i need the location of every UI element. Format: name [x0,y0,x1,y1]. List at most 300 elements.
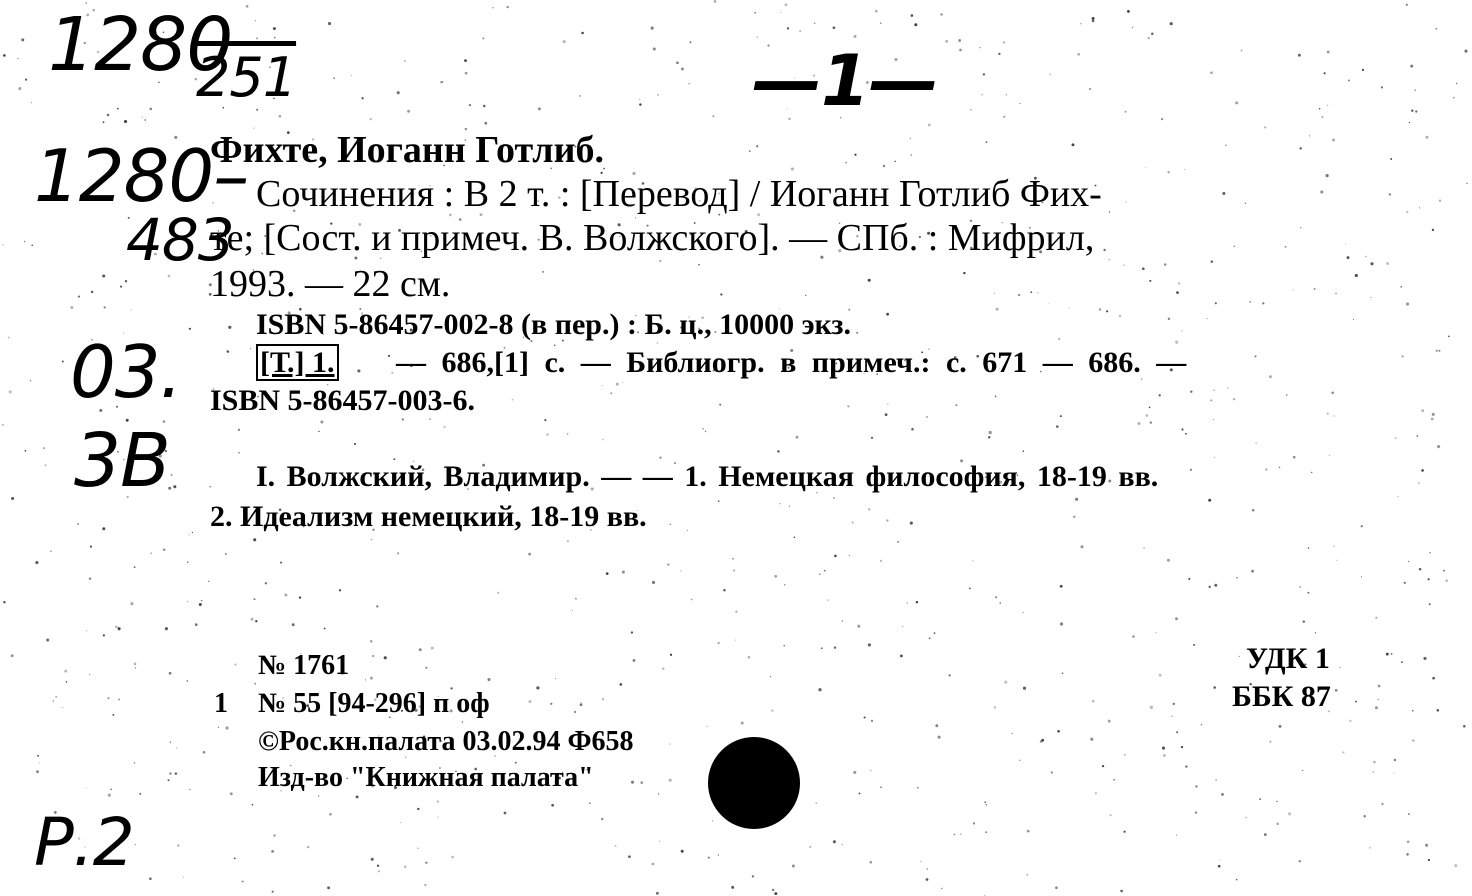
speckle-dot [1176,731,1178,733]
handwritten-code-1: 03. [70,330,182,414]
speckle-dot [165,627,168,630]
speckle-dot [86,630,87,631]
speckle-dot [1456,83,1457,84]
speckle-dot [1023,450,1025,452]
speckle-dot [907,602,908,603]
speckle-dot [46,638,49,641]
speckle-dot [681,67,684,70]
speckle-dot [1445,579,1447,581]
speckle-dot [949,674,951,676]
speckle-dot [1159,394,1161,396]
speckle-dot [256,37,258,39]
speckle-dot [1298,54,1301,57]
speckle-dot [370,677,373,680]
speckle-dot [1412,710,1414,712]
speckle-dot [487,678,490,681]
speckle-dot [853,771,856,774]
speckle-dot [1103,249,1105,251]
speckle-dot [1225,145,1226,146]
speckle-dot [681,850,684,853]
speckle-dot [669,744,670,745]
speckle-dot [187,680,189,682]
speckle-dot [958,39,961,42]
speckle-dot [819,573,820,574]
speckle-dot [868,508,870,510]
speckle-dot [482,37,484,39]
speckle-dot [31,244,33,246]
speckle-dot [653,47,656,50]
speckle-dot [39,762,40,763]
speckle-dot [1210,71,1213,74]
speckle-dot [1092,17,1095,20]
speckle-dot [871,437,873,439]
speckle-dot [794,536,796,538]
speckle-dot [536,686,539,689]
speckle-dot [870,770,872,772]
speckle-dot [754,12,756,14]
speckle-dot [883,165,885,167]
speckle-dot [168,275,171,278]
speckle-dot [894,161,896,163]
speckle-dot [954,834,955,835]
speckle-dot [1264,833,1267,836]
speckle-dot [1146,414,1149,417]
speckle-dot [1109,211,1110,212]
speckle-dot [720,293,722,295]
speckle-dot [984,801,986,803]
speckle-dot [1389,193,1391,195]
speckle-dot [1215,302,1217,304]
speckle-dot [130,602,133,605]
speckle-dot [886,313,889,316]
speckle-dot [462,721,463,722]
speckle-dot [1222,192,1225,195]
speckle-dot [1006,94,1007,95]
speckle-dot [1373,771,1375,773]
speckle-dot [821,647,823,649]
speckle-dot [1132,635,1135,638]
footer-copies: 1 [214,688,228,719]
speckle-dot [1022,612,1024,614]
speckle-dot [465,72,468,75]
speckle-dot [928,124,931,127]
speckle-dot [868,279,871,282]
speckle-dot [279,115,282,118]
speckle-dot [1168,318,1170,320]
speckle-dot [1208,586,1210,588]
speckle-dot [1439,199,1441,201]
speckle-dot [1270,741,1272,743]
speckle-dot [225,553,227,555]
speckle-dot [271,850,274,853]
speckle-dot [1023,687,1026,690]
speckle-dot [333,77,335,79]
speckle-dot [134,566,136,568]
footer-number-2: № 55 [94-296] п оф [258,688,490,719]
speckle-dot [124,120,127,123]
speckle-dot [464,59,467,62]
speckle-dot [1018,294,1020,296]
speckle-dot [135,667,136,668]
entry-volume-line: — 686,[1] с. — Библиогр. в примеч.: с. 671 — 686. — [396,346,1187,379]
speckle-dot [86,787,87,788]
speckle-dot [1041,739,1044,742]
speckle-dot [250,348,251,349]
speckle-dot [897,541,899,543]
entry-subjects-line-2: 2. Идеализм немецкий, 18-19 вв. [210,500,647,533]
speckle-dot [1181,746,1183,748]
speckle-dot [792,865,795,868]
speckle-dot [567,540,569,542]
speckle-dot [1236,577,1238,579]
speckle-dot [845,162,847,164]
speckle-dot [555,678,556,679]
speckle-dot [670,524,672,526]
speckle-dot [228,326,231,329]
speckle-dot [397,91,400,94]
speckle-dot [1125,111,1127,113]
speckle-dot [91,291,93,293]
speckle-dot [880,560,882,562]
speckle-dot [1347,256,1350,259]
speckle-dot [1421,469,1424,472]
speckle-dot [900,654,903,657]
speckle-dot [1335,293,1337,295]
handwritten-code-2: 3В [74,418,170,504]
speckle-dot [469,104,471,106]
speckle-dot [429,418,430,419]
speckle-dot [443,426,445,428]
speckle-dot [667,563,669,565]
speckle-dot [1300,227,1302,229]
speckle-dot [1464,50,1467,53]
speckle-dot [1406,302,1409,305]
speckle-dot [372,655,374,657]
speckle-dot [1327,105,1328,106]
speckle-dot [1286,394,1287,395]
speckle-dot [1161,118,1163,120]
speckle-dot [357,369,360,372]
speckle-dot [142,117,143,118]
speckle-dot [1142,267,1145,270]
speckle-dot [1406,853,1408,855]
speckle-dot [1126,201,1127,202]
speckle-dot [1331,391,1334,394]
speckle-dot [610,392,612,394]
speckle-dot [1370,262,1373,265]
speckle-dot [631,631,633,633]
speckle-dot [18,87,21,90]
speckle-dot [43,447,45,449]
speckle-dot [1106,310,1108,312]
speckle-dot [1336,560,1337,561]
speckle-dot [824,570,826,572]
speckle-dot [149,877,152,880]
speckle-dot [1181,428,1183,430]
speckle-dot [115,626,117,628]
speckle-dot [926,416,928,418]
speckle-dot [996,308,999,311]
speckle-dot [945,40,948,43]
speckle-dot [706,726,707,727]
speckle-dot [1089,88,1091,90]
speckle-dot [731,886,734,889]
speckle-dot [1109,814,1111,816]
speckle-dot [1386,653,1389,656]
speckle-dot [849,555,850,556]
speckle-dot [910,522,913,525]
speckle-dot [747,656,750,659]
speckle-dot [914,23,917,26]
speckle-dot [741,721,744,724]
speckle-dot [1421,409,1424,412]
speckle-dot [1221,793,1224,796]
speckle-dot [1057,730,1060,733]
speckle-dot [1207,318,1208,319]
speckle-dot [273,834,275,836]
speckle-dot [437,817,438,818]
speckle-dot [1378,685,1381,688]
speckle-dot [318,795,319,796]
speckle-dot [1048,303,1049,304]
speckle-dot [371,539,372,540]
speckle-dot [1411,109,1413,111]
speckle-dot [1245,203,1246,204]
speckle-dot [1324,72,1326,74]
speckle-dot [1390,158,1392,160]
speckle-dot [1060,622,1063,625]
speckle-dot [749,150,750,151]
speckle-dot [757,37,758,38]
speckle-dot [567,433,568,434]
speckle-dot [168,779,170,781]
speckle-dot [1080,23,1082,25]
speckle-dot [144,119,146,121]
speckle-dot [1279,725,1282,728]
speckle-dot [988,436,990,438]
speckle-dot [125,280,127,282]
speckle-dot [774,892,777,895]
speckle-dot [504,812,507,815]
speckle-dot [361,97,363,99]
speckle-dot [615,845,617,847]
speckle-dot [652,863,655,866]
speckle-dot [784,3,787,6]
speckle-dot [712,115,714,117]
speckle-dot [1425,136,1428,139]
speckle-dot [370,640,373,643]
speckle-dot [139,793,141,795]
speckle-dot [969,587,971,589]
speckle-dot [103,634,105,636]
speckle-dot [1090,738,1093,741]
speckle-dot [189,789,190,790]
speckle-dot [1394,772,1395,773]
speckle-dot [169,672,172,675]
speckle-dot [103,121,105,123]
speckle-dot [400,822,401,823]
speckle-dot [1150,421,1152,423]
speckle-dot [1454,864,1457,867]
speckle-dot [118,699,120,701]
speckle-dot [3,54,6,57]
speckle-dot [102,274,105,277]
speckle-dot [639,99,640,100]
speckle-dot [1415,110,1417,112]
speckle-dot [854,154,856,156]
speckle-dot [397,552,399,554]
speckle-dot [2,424,4,426]
speckle-dot [833,840,836,843]
speckle-dot [328,22,331,25]
speckle-dot [1027,874,1028,875]
speckle-dot [1314,288,1316,290]
speckle-dot [1075,498,1078,501]
speckle-dot [1092,20,1094,22]
speckle-dot [687,530,688,531]
speckle-dot [1190,391,1192,393]
speckle-dot [365,679,366,680]
speckle-dot [1149,280,1151,282]
speckle-dot [195,623,198,626]
speckle-dot [698,264,700,266]
speckle-dot [1027,830,1030,833]
speckle-dot [483,105,485,107]
speckle-dot [1349,720,1351,722]
speckle-dot [1453,97,1454,98]
speckle-dot [864,716,866,718]
speckle-dot [377,865,379,867]
speckle-dot [274,37,276,39]
entry-subjects-line-1: I. Волжский, Владимир. — — 1. Немецкая философия, 18-19 вв. [256,460,1159,493]
speckle-dot [339,589,341,591]
speckle-dot [1195,785,1197,787]
speckle-dot [1288,812,1291,815]
speckle-dot [512,399,514,401]
speckle-dot [787,27,789,29]
speckle-dot [307,846,309,848]
speckle-dot [1227,387,1228,388]
speckle-dot [9,390,12,393]
speckle-dot [30,380,32,382]
speckle-dot [528,700,531,703]
speckle-dot [869,861,872,864]
speckle-dot [1437,709,1440,712]
speckle-dot [777,450,780,453]
speckle-dot [926,878,929,881]
speckle-dot [1219,859,1220,860]
handwritten-page-marker: —1— [752,40,938,122]
speckle-dot [579,95,581,97]
speckle-dot [1308,547,1309,548]
speckle-dot [1163,754,1165,756]
speckle-dot [1252,509,1255,512]
speckle-dot [815,802,817,804]
speckle-dot [117,108,119,110]
speckle-dot [818,688,821,691]
speckle-dot [1000,602,1001,603]
speckle-dot [1300,147,1302,149]
speckle-dot [691,599,693,601]
speckle-dot [1342,751,1344,753]
speckle-dot [688,83,689,84]
speckle-dot [1051,771,1053,773]
speckle-dot [723,589,725,591]
speckle-dot [1269,375,1272,378]
speckle-dot [1145,167,1146,168]
speckle-dot [994,293,995,294]
speckle-dot [431,647,434,650]
speckle-dot [388,355,390,357]
speckle-dot [886,519,888,521]
speckle-dot [1381,803,1384,806]
speckle-dot [1056,425,1059,428]
speckle-dot [1408,813,1410,815]
entry-title-line-2: те; [Сост. и примеч. В. Волжского]. — СПб. : Мифрил, [210,217,1095,259]
speckle-dot [929,637,931,639]
speckle-dot [809,846,811,848]
speckle-dot [62,707,63,708]
speckle-dot [574,711,576,713]
speckle-dot [1058,338,1060,340]
speckle-dot [31,102,32,103]
speckle-dot [659,260,661,262]
speckle-dot [783,645,784,646]
speckle-dot [1119,315,1121,317]
speckle-dot [601,818,603,820]
speckle-dot [1137,422,1140,425]
speckle-dot [1292,289,1293,290]
speckle-dot [827,599,829,601]
speckle-dot [1418,482,1420,484]
speckle-dot [78,296,80,298]
speckle-dot [1293,456,1296,459]
speckle-dot [805,295,806,296]
speckle-dot [1176,835,1177,836]
speckle-dot [1448,336,1450,338]
speckle-dot [1262,302,1264,304]
speckle-dot [1397,496,1398,497]
speckle-dot [21,38,24,41]
speckle-dot [602,698,604,700]
speckle-dot [376,605,378,607]
speckle-dot [1345,243,1346,244]
speckle-dot [986,804,988,806]
speckle-dot [1211,260,1214,263]
footer-bbk: ББК 87 [1232,680,1331,713]
speckle-dot [1369,847,1370,848]
speckle-dot [25,79,27,81]
speckle-dot [1436,349,1439,352]
footer-udk: УДК 1 [1246,642,1330,675]
speckle-dot [670,654,672,656]
speckle-dot [789,505,790,506]
speckle-dot [589,802,591,804]
speckle-dot [272,891,274,893]
speckle-dot [1402,355,1404,357]
speckle-dot [972,560,973,561]
speckle-dot [934,632,936,634]
speckle-dot [756,145,758,147]
entry-volume-label [256,346,339,380]
speckle-dot [425,862,427,864]
speckle-dot [1149,407,1151,409]
speckle-dot [1395,437,1397,439]
speckle-dot [1072,143,1075,146]
speckle-dot [1299,860,1301,862]
speckle-dot [369,118,371,120]
speckle-dot [1375,706,1378,709]
